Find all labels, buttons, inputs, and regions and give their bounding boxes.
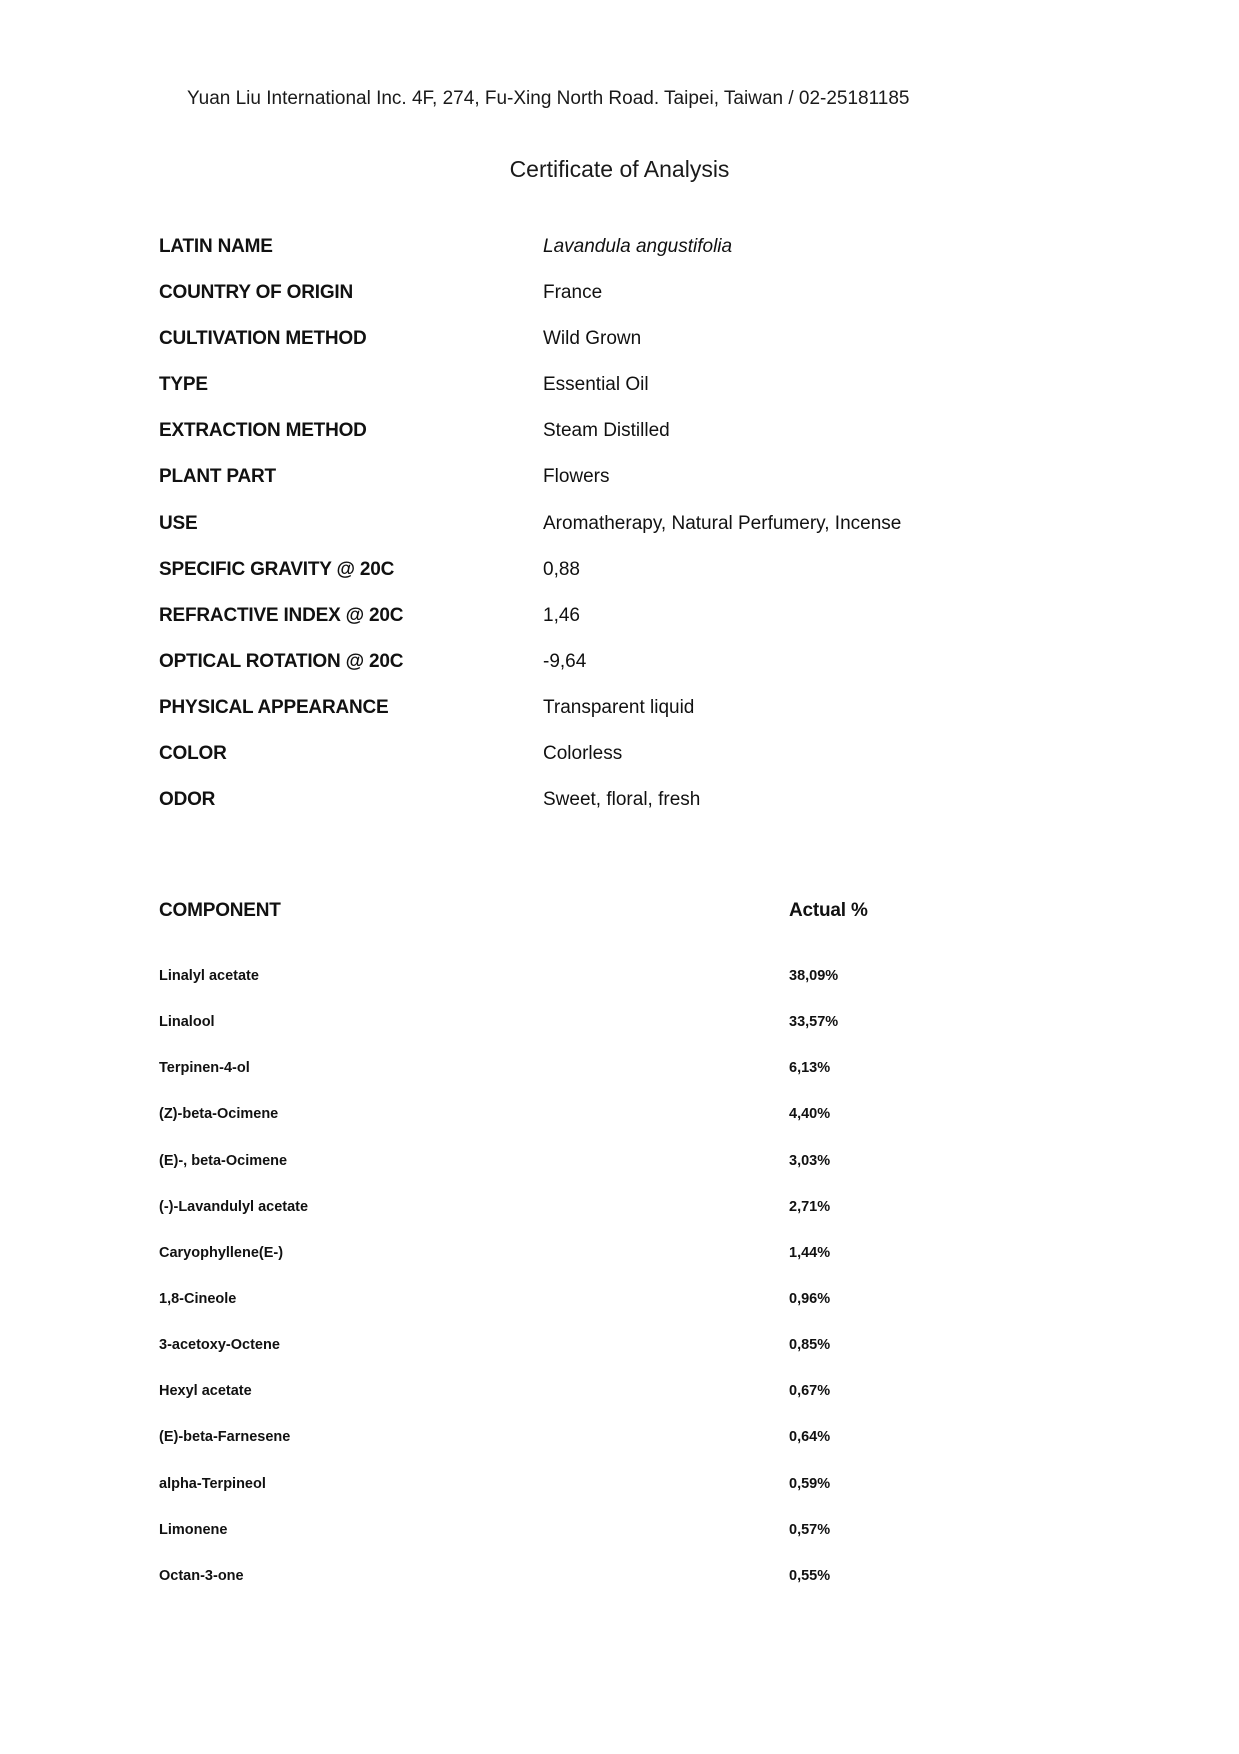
- component-percent: 0,57%: [789, 1521, 831, 1538]
- spec-label: OPTICAL ROTATION @ 20C: [159, 650, 404, 672]
- spec-row: [159, 743, 1059, 789]
- spec-row: [159, 789, 1059, 835]
- component-name: (Z)-beta-Ocimene: [159, 1106, 279, 1123]
- component-name: Terpinen-4-ol: [159, 1060, 250, 1077]
- component-percent: 0,96%: [789, 1290, 831, 1307]
- spec-label: USE: [159, 512, 198, 534]
- component-name: Linalool: [159, 1014, 215, 1031]
- spec-row: [159, 282, 1059, 328]
- component-name: (E)-, beta-Ocimene: [159, 1152, 288, 1169]
- spec-value: Wild Grown: [543, 328, 642, 350]
- table-row: [159, 1199, 1059, 1245]
- spec-row: [159, 651, 1059, 697]
- table-row: [159, 1337, 1059, 1383]
- table-row: [159, 1383, 1059, 1429]
- spec-label: EXTRACTION METHOD: [159, 420, 367, 442]
- document-title: Certificate of Analysis: [509, 156, 730, 182]
- component-percent: 4,40%: [789, 1106, 831, 1123]
- table-row: [159, 1245, 1059, 1291]
- component-column-header: COMPONENT: [159, 900, 281, 921]
- table-row: [159, 1014, 1059, 1060]
- table-row: [159, 1568, 1059, 1614]
- spec-label: REFRACTIVE INDEX @ 20C: [159, 604, 404, 626]
- table-row: [159, 1060, 1059, 1106]
- spec-label: ODOR: [159, 789, 216, 811]
- actual-percent-column-header: Actual %: [789, 900, 868, 921]
- component-name: Hexyl acetate: [159, 1383, 252, 1400]
- component-percent: 2,71%: [789, 1198, 831, 1215]
- spec-label: SPECIFIC GRAVITY @ 20C: [159, 558, 395, 580]
- component-name: Octan-3-one: [159, 1567, 244, 1584]
- spec-value: Sweet, floral, fresh: [543, 789, 701, 811]
- component-percent: 38,09%: [789, 968, 839, 984]
- spec-label: LATIN NAME: [159, 236, 273, 257]
- spec-value: 0,88: [543, 558, 580, 580]
- table-row: [159, 1476, 1059, 1522]
- company-address-line: Yuan Liu International Inc. 4F, 274, Fu-Xing North Road. Taipei, Taiwan / 02-25181185: [187, 88, 910, 109]
- spec-value: France: [543, 282, 603, 304]
- spec-row: [159, 328, 1059, 374]
- component-name: 1,8-Cineole: [159, 1290, 237, 1307]
- component-name: (-)-Lavandulyl acetate: [159, 1198, 309, 1215]
- spec-label: TYPE: [159, 374, 208, 396]
- spec-value: -9,64: [543, 650, 587, 672]
- component-table: [159, 968, 1059, 1614]
- component-percent: 3,03%: [789, 1152, 831, 1169]
- spec-row: [159, 697, 1059, 743]
- component-percent: 0,59%: [789, 1475, 831, 1492]
- spec-label: PHYSICAL APPEARANCE: [159, 696, 389, 718]
- table-row: [159, 1429, 1059, 1475]
- spec-row: [159, 374, 1059, 420]
- spec-value: Lavandula angustifolia: [543, 236, 733, 257]
- table-row: [159, 1291, 1059, 1337]
- table-row: [159, 1153, 1059, 1199]
- component-name: Limonene: [159, 1521, 228, 1538]
- component-percent: 1,44%: [789, 1244, 831, 1261]
- spec-label: COUNTRY OF ORIGIN: [159, 282, 353, 304]
- spec-row: [159, 605, 1059, 651]
- table-row: [159, 1522, 1059, 1568]
- spec-value: 1,46: [543, 604, 580, 626]
- component-name: Linalyl acetate: [159, 968, 259, 984]
- component-name: alpha-Terpineol: [159, 1475, 266, 1492]
- spec-row: [159, 236, 1059, 282]
- component-percent: 0,64%: [789, 1429, 831, 1446]
- document-title-wrapper: [0, 156, 1239, 183]
- component-table-header: [159, 900, 1059, 930]
- table-row: [159, 1106, 1059, 1152]
- spec-row: [159, 559, 1059, 605]
- component-name: 3-acetoxy-Octene: [159, 1337, 280, 1354]
- component-percent: 0,85%: [789, 1337, 831, 1354]
- spec-label: CULTIVATION METHOD: [159, 328, 367, 350]
- component-percent: 6,13%: [789, 1060, 831, 1077]
- table-row: [159, 968, 1059, 1014]
- spec-row: [159, 420, 1059, 466]
- specification-list: [159, 236, 1059, 835]
- spec-value: Steam Distilled: [543, 420, 670, 442]
- spec-value: Essential Oil: [543, 374, 649, 396]
- spec-row: [159, 466, 1059, 512]
- spec-value: Aromatherapy, Natural Perfumery, Incense: [543, 512, 902, 534]
- component-percent: 0,55%: [789, 1567, 831, 1584]
- component-percent: 0,67%: [789, 1383, 831, 1400]
- component-name: (E)-beta-Farnesene: [159, 1429, 291, 1446]
- component-percent: 33,57%: [789, 1014, 839, 1031]
- component-name: Caryophyllene(E-): [159, 1244, 284, 1261]
- spec-value: Transparent liquid: [543, 696, 695, 718]
- spec-value: Colorless: [543, 743, 623, 765]
- spec-row: [159, 513, 1059, 559]
- spec-value: Flowers: [543, 466, 610, 488]
- spec-label: COLOR: [159, 743, 227, 765]
- spec-label: PLANT PART: [159, 466, 276, 488]
